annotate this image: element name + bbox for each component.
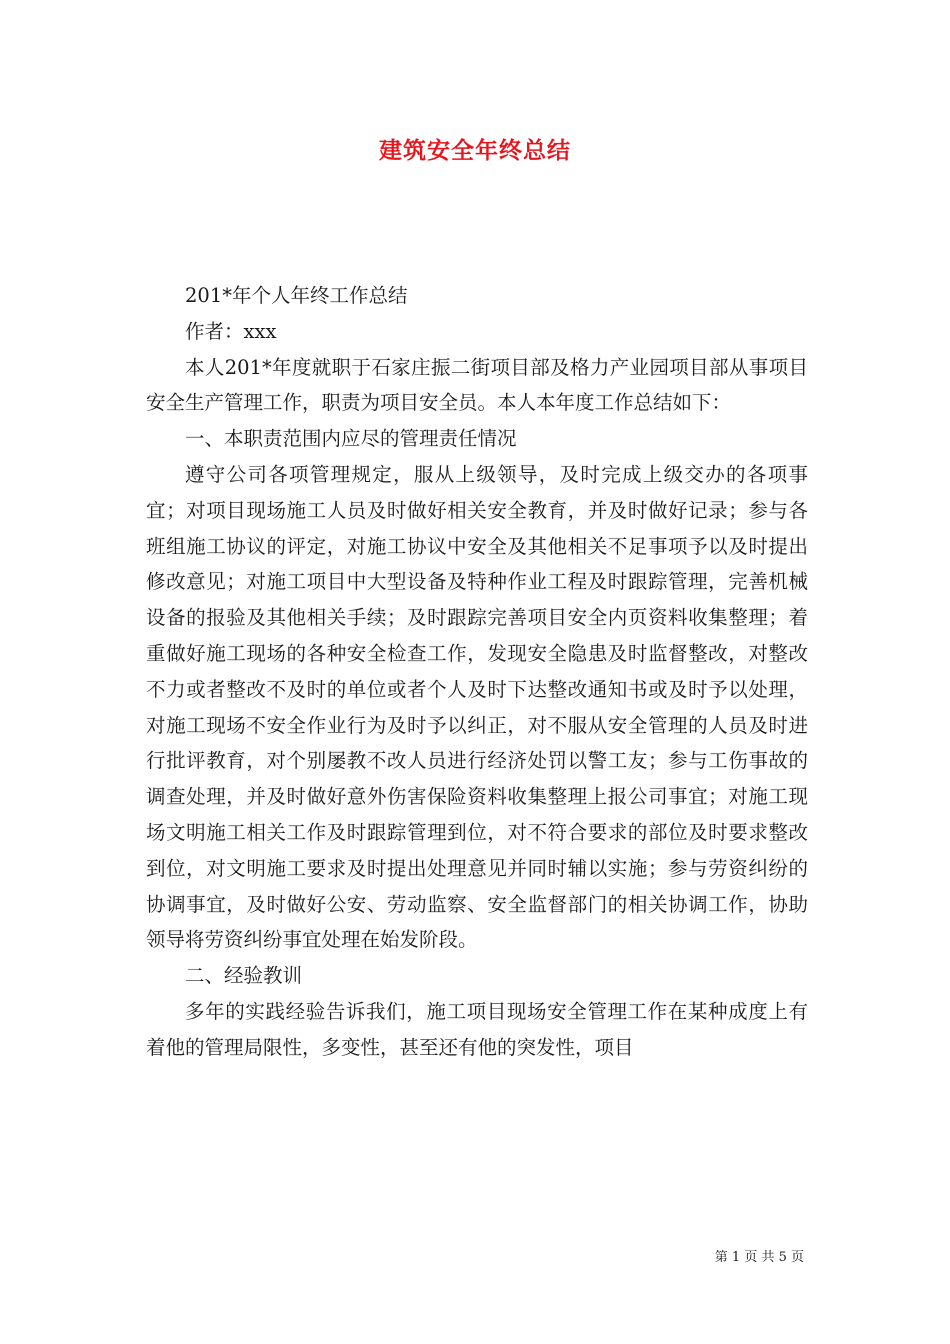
paragraph-intro: 本人201*年度就职于石家庄振二街项目部及格力产业园项目部从事项目安全生产管理工作，职责为项目安全员。本人本年度工作总结如下： <box>146 355 808 415</box>
subtitle-line: 201*年个人年终工作总结 <box>185 284 408 307</box>
section-heading-1: 一、本职责范围内应尽的管理责任情况 <box>185 427 517 451</box>
page-number: 第 1 页 共 5 页 <box>714 1250 804 1265</box>
section-heading-2: 二、经验教训 <box>185 964 303 988</box>
paragraph-duties: 遵守公司各项管理规定，服从上级领导，及时完成上级交办的各项事宜；对项目现场施工人员及时做好相关安全教育，并及时做好记录；参与各班组施工协议的评定，对施工协议中安全及其他相关不足事项予以及时提出修改意见；对施工项目中大型设备及特种作业工程及时跟踪管理，完善机械设备的报验及其他相关手续；及时跟踪完善项目安全内页资料收集整理；着重做好施工现场的各种安全检查工作，发现安全隐患及时监督整改，对整改不力或者整改不及时的单位或者个人及时下达整改通知书或及时予以处理，对施工现场不安全作业行为及时予以纠正，对不服从安全管理的人员及时进行批评教育，对个别屡教不改人员进行经济处罚以警工友；参与工伤事故的调查处理，并及时做好意外伤害保险资料收集整理上报公司事宜；对施工现场文明施工相关工作及时跟踪管理到位，对不符合要求的部位及时要求整改到位，对文明施工要求及时提出处理意见并同时辅以实施；参与劳资纠纷的协调事宜，及时做好公安、劳动监察、安全监督部门的相关协调工作，协助领导将劳资纠纷事宜处理在始发阶段。 <box>146 462 808 952</box>
document-title: 建筑安全年终总结 <box>379 138 571 164</box>
author-line: 作者：xxx <box>185 319 277 343</box>
paragraph-experience: 多年的实践经验告诉我们，施工项目现场安全管理工作在某种成度上有着他的管理局限性，多变性，甚至还有他的突发性，项目 <box>146 999 808 1059</box>
document-body <box>146 278 808 1066</box>
